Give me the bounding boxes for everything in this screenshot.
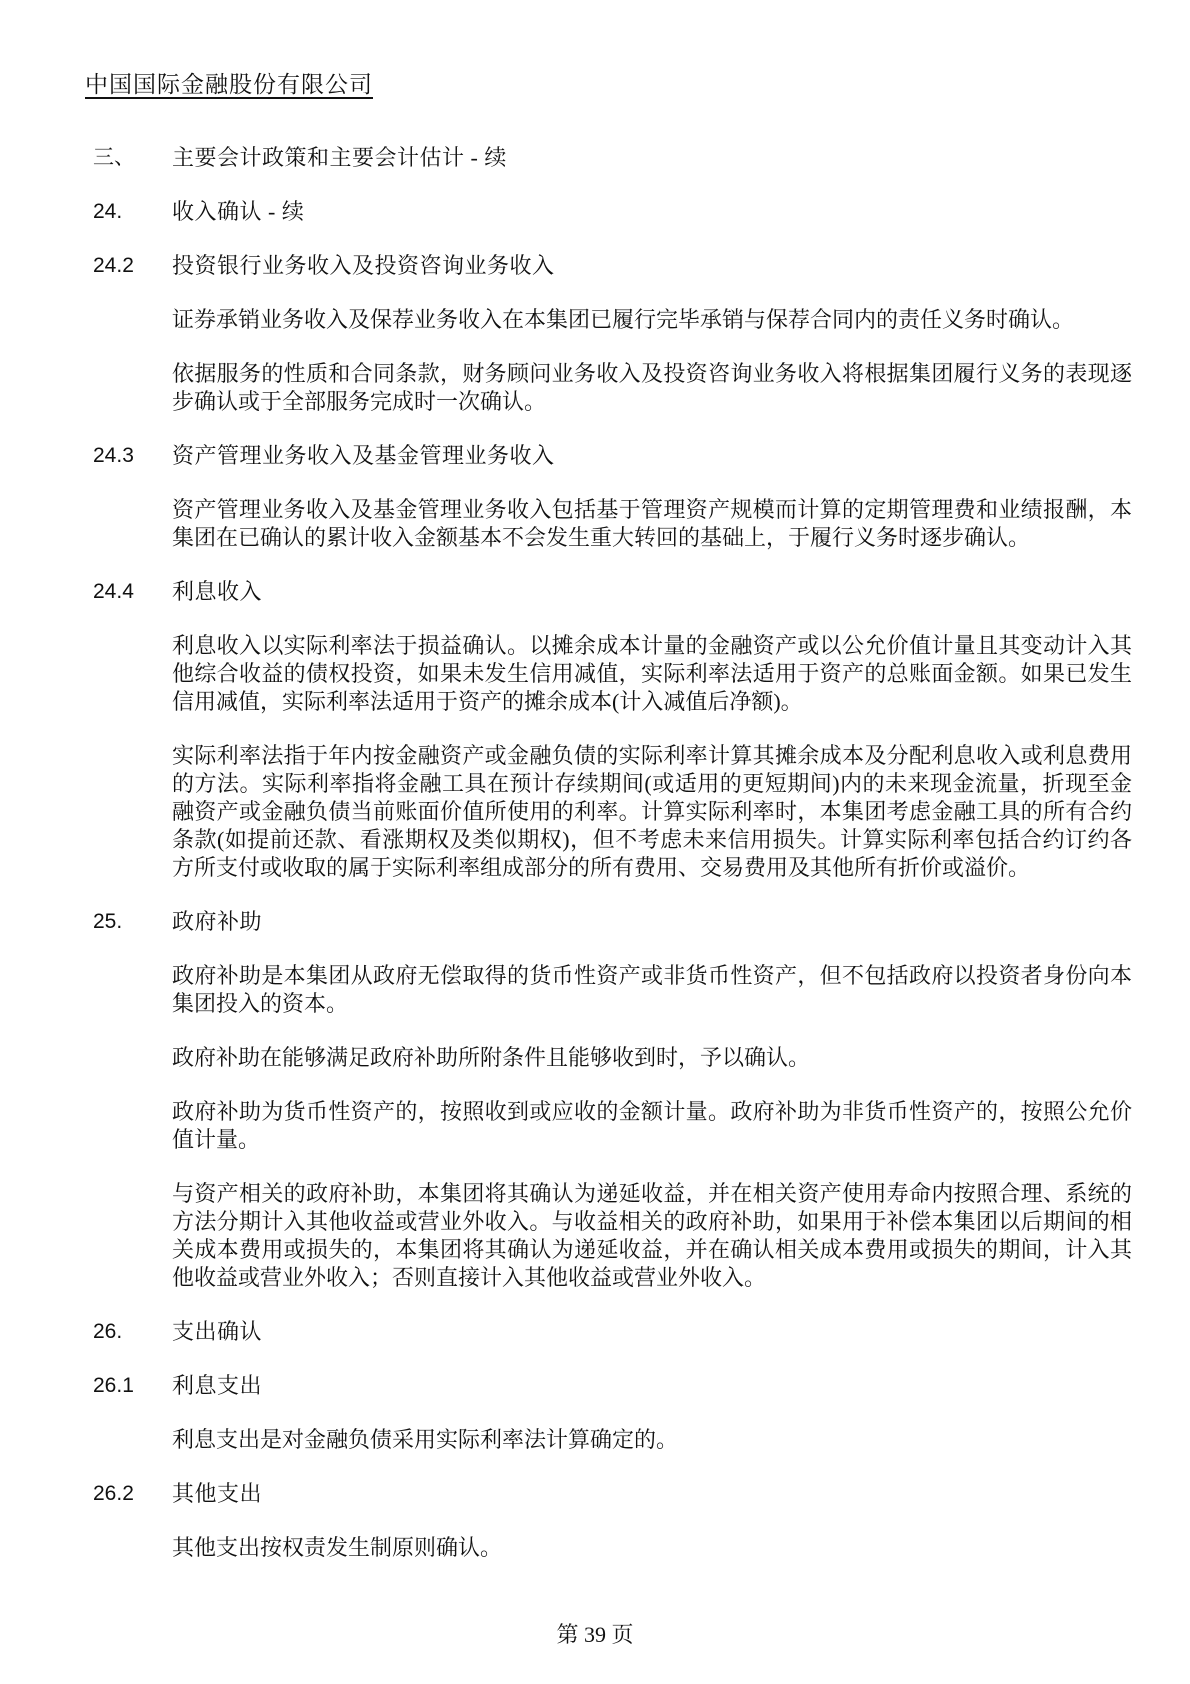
- section-number: 24.4: [93, 580, 134, 603]
- paragraph: 与资产相关的政府补助，本集团将其确认为递延收益，并在相关资产使用寿命内按照合理、系统的方法分期计入其他收益或营业外收入。与收益相关的政府补助，如果用于补偿本集团以后期间的相关成本费用或损失的，本集团将其确认为递延收益，并在确认相关成本费用或损失的期间，计入其他收益或营业外收入；否则直接计入其他收益或营业外收入。: [172, 1181, 1132, 1290]
- document-body: [93, 144, 1133, 1588]
- section-number: 26.2: [93, 1482, 134, 1505]
- paragraph: 实际利率法指于年内按金融资产或金融负债的实际利率计算其摊余成本及分配利息收入或利息费用的方法。实际利率指将金融工具在预计存续期间(或适用的更短期间)内的未来现金流量，折现至金融资产或金融负债当前账面价值所使用的利率。计算实际利率时，本集团考虑金融工具的所有合约条款(如提前还款、看涨期权及类似期权)，但不考虑未来信用损失。计算实际利率包括合约订约各方所支付或收取的属于实际利率组成部分的所有费用、交易费用及其他所有折价或溢价。: [172, 743, 1132, 880]
- section-title: 利息支出: [172, 1373, 263, 1398]
- section-title: 其他支出: [172, 1481, 263, 1506]
- section-title: 利息收入: [172, 579, 263, 604]
- paragraph: 利息收入以实际利率法于损益确认。以摊余成本计量的金融资产或以公允价值计量且其变动计入其他综合收益的债权投资，如果未发生信用减值，实际利率法适用于资产的总账面金额。如果已发生信用减值，实际利率法适用于资产的摊余成本(计入减值后净额)。: [172, 633, 1132, 714]
- section-heading-25: [93, 908, 1133, 936]
- section-heading-24-3: [93, 442, 1133, 470]
- section-number: 24.3: [93, 444, 134, 467]
- section-number: 26.: [93, 1320, 123, 1343]
- section-title: 支出确认: [172, 1319, 263, 1344]
- section-number: 24.: [93, 200, 123, 223]
- section-title: 主要会计政策和主要会计估计 - 续: [172, 145, 507, 170]
- paragraph: 资产管理业务收入及基金管理业务收入包括基于管理资产规模而计算的定期管理费和业绩报酬，本集团在已确认的累计收入金额基本不会发生重大转回的基础上，于履行义务时逐步确认。: [172, 497, 1132, 550]
- section-heading-26-1: [93, 1372, 1133, 1400]
- section-title: 政府补助: [172, 909, 263, 934]
- paragraph: 政府补助为货币性资产的，按照收到或应收的金额计量。政府补助为非货币性资产的，按照公允价值计量。: [172, 1099, 1132, 1152]
- paragraph: 政府补助在能够满足政府补助所附条件且能够收到时，予以确认。: [172, 1045, 811, 1070]
- paragraph: 证券承销业务收入及保荐业务收入在本集团已履行完毕承销与保荐合同内的责任义务时确认。: [172, 307, 1075, 332]
- paragraph: 依据服务的性质和合同条款，财务顾问业务收入及投资咨询业务收入将根据集团履行义务的表现逐步确认或于全部服务完成时一次确认。: [172, 361, 1132, 414]
- section-title: 资产管理业务收入及基金管理业务收入: [172, 443, 555, 468]
- section-heading-3: [93, 144, 1133, 172]
- section-number: 24.2: [93, 254, 134, 277]
- section-number: 26.1: [93, 1374, 134, 1397]
- section-number: 三、: [93, 146, 135, 169]
- company-name-header: 中国国际金融股份有限公司: [85, 72, 373, 97]
- section-heading-24-4: [93, 578, 1133, 606]
- page-number: 第 39 页: [556, 1622, 634, 1647]
- section-heading-26: [93, 1318, 1133, 1346]
- section-heading-24-2: [93, 252, 1133, 280]
- paragraph: 其他支出按权责发生制原则确认。: [172, 1535, 503, 1560]
- section-title: 收入确认 - 续: [172, 199, 305, 224]
- section-title: 投资银行业务收入及投资咨询业务收入: [172, 253, 555, 278]
- paragraph: 利息支出是对金融负债采用实际利率法计算确定的。: [172, 1427, 679, 1452]
- section-heading-26-2: [93, 1480, 1133, 1508]
- section-heading-24: [93, 198, 1133, 226]
- paragraph: 政府补助是本集团从政府无偿取得的货币性资产或非货币性资产，但不包括政府以投资者身份向本集团投入的资本。: [172, 963, 1132, 1016]
- section-number: 25.: [93, 910, 123, 933]
